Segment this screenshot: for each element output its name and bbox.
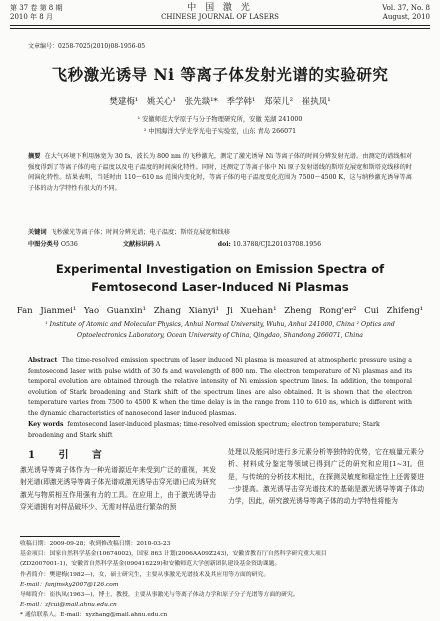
journal-name-en: CHINESE JOURNAL OF LASERS <box>161 13 279 21</box>
title-cn: 飞秒激光诱导 Ni 等离子体发射光谱的实验研究 <box>51 65 389 84</box>
authors-cn: 樊建梅¹ 姚关心¹ 张先燚¹* 季学韩¹ 郑荣儿² 崔执凤¹ <box>109 97 331 107</box>
keywords-cn <box>28 227 412 236</box>
footnotes <box>20 539 422 621</box>
footnote-advisor-email: E-mail：zfcui@mail.ahnu.edu.cn <box>20 602 117 609</box>
footnote-corresponding: * 通信联系人。E-mail：xyzhang@mail.ahnu.edu.cn <box>20 612 168 619</box>
body-column-right: 处理以及能同时进行多元素分析等独特的优势，它在痕量元素分析、材料成分鉴定等领域已得到广泛的研究和应用[1~3]。但是，与传统的分析技术相比，在探测灵敏度和稳定性上还需要进一步提高。激光诱导击穿光谱技术的基础是激光诱导等离子体动力学，因此，研究激光诱导等离子体的动力学特性将能为 <box>228 448 424 506</box>
keywords-en-text: femtosecond laser-induced plasmas; time-resolved emission spectrum; electron temperature; Stark broadening and Stark shift <box>28 421 380 439</box>
keywords-en <box>28 420 412 441</box>
keywords-cn-label: 关键词 <box>28 229 47 236</box>
footnote-received: 收稿日期：2009-09-28；收到修改稿日期：2010-03-23 <box>20 541 171 547</box>
header-rule-thin <box>10 28 430 29</box>
date-en: August, 2010 <box>382 13 430 21</box>
doc-code-label: 文献标识码 <box>122 241 154 248</box>
footnote-funding-2: (ZD2007001-1)，安徽省自然科学基金(090416229)和安徽师范大学创新团队建设基金资助课题。 <box>20 561 281 568</box>
doi-label: doi: <box>217 241 231 248</box>
abstract-cn-label: 摘要 <box>28 153 41 160</box>
doi-value: 10.3788/CJL20103708.1956 <box>232 241 322 248</box>
volume-cn: 第 37 卷 第 8 期 <box>10 4 63 12</box>
abstract-cn <box>28 152 412 194</box>
abstract-en <box>28 356 412 420</box>
clc-label: 中图分类号 <box>28 241 59 248</box>
keywords-en-label: Key words <box>28 421 64 428</box>
title-en-line-2: Femtosecond Laser-Induced Ni Plasmas <box>91 280 349 294</box>
abstract-en-label: Abstract <box>28 357 58 364</box>
affiliation-cn-1: ¹ 安徽师范大学原子与分子物理研究所，安徽 芜湖 241000 <box>137 116 303 123</box>
footnote-author-bio: 作者简介：樊建梅(1982—)，女，硕士研究生，主要从事激光光谱技术及其应用等方面的研究。 <box>20 571 270 578</box>
authors-en: Fan Jianmei¹ Yao Guanxin¹ Zhang Xianyi¹ Ji Xuehan¹ Zheng Rong'er² Cui Zhifeng¹ <box>16 306 424 316</box>
keywords-cn-text: 飞秒激光等离子体；时间分辨光谱；电子温度；斯塔克展宽和线移 <box>50 229 230 236</box>
abstract-en-text: The time-resolved emission spectrum of laser induced Ni plasma is measured at atmospheric pressure using a femtosecond laser with pulse width of 30 fs and wavelength of 800 nm. The electron temperature of Ni plasmas and its temporal evolution are obtained through the relative intensity of Ni emission spectrum lines. In addition, the temporal evolution of Stark broadening and Stark shift of the spectrum lines are also obtained. It is shown that the electron temperature varies from 7500 to 4500 K when the time delay is in the range from 110 to 610 ns, which is different with the dynamic characteristics of nanosecond laser induced plasmas. <box>28 357 412 417</box>
header-center <box>10 4 430 22</box>
affiliation-en: ¹ Institute of Atomic and Molecular Physics, Anhui Normal University, Wuhu, Anhui 241000, China ² Optics and Optoelectronics Laboratory, Ocean University of China, Qingdao, Shandong 266071, China <box>45 321 395 339</box>
classification-line <box>28 239 412 248</box>
footnote-advisor-bio: 导师简介：崔执凤(1963—)，博士，教授，主要从事激光与等离子体动力学和原子分子光谱等方面的研究。 <box>20 592 299 599</box>
volume-en: Vol. 37, No. 8 <box>382 4 430 12</box>
abstract-cn-text: 在大气环境下利用脉宽为 30 fs、波长为 800 nm 的飞秒激光，测定了激光诱导 Ni 等离子体的时间分辨发射光谱。由测定的谱线相对强度得到了等离子体的电子温度以及电子温度的时间演化特性。同时，还测定了等离子体中 Ni 原子发射谱线的斯塔克展宽和斯塔克线移的时间演化特性。结果表明，当延时由 110～610 ns 范围内变化时，等离子体的电子温度变化范围为 7500～4500 K，这与纳秒激光诱导等离子体的动力学特性有很大的不同。 <box>28 153 413 192</box>
footnote-rule <box>20 536 120 537</box>
section-heading-introduction: 1 引 言 <box>28 450 112 461</box>
article-number: 文章编号：0258-7025(2010)08-1956-05 <box>28 43 146 50</box>
date-cn: 2010 年 8 月 <box>10 13 53 21</box>
header-right <box>382 4 430 22</box>
journal-name-cn: 中 国 激 光 <box>187 3 253 13</box>
doc-code: A <box>155 241 161 248</box>
title-en-line-1: Experimental Investigation on Emission Spectra of <box>55 262 385 276</box>
footnote-author-email: E-mail：fanjmsky2007@126.com <box>20 581 119 588</box>
header-rule-thick <box>10 25 430 26</box>
footnote-funding-1: 基金项目：国家自然科学基金(10674002)，国家 863 计划(2006AA09Z243)，安徽省教育厅自然科学研究重大项目 <box>20 551 327 558</box>
affiliation-cn-2: ² 中国海洋大学光学光电子实验室，山东 青岛 266071 <box>143 128 297 135</box>
clc-code: O536 <box>60 241 78 248</box>
body-column-left: 激光诱导等离子体作为一种光谱源近年来受到广泛的重视，其发射光谱(即激光诱导等离子体光谱或激光诱导击穿光谱)已成为研究激光与物质相互作用强有力的工具。在应用上，由于激光诱导击穿光谱拥有对样品破坏少、无需对样品进行繁杂的预 <box>20 466 216 511</box>
